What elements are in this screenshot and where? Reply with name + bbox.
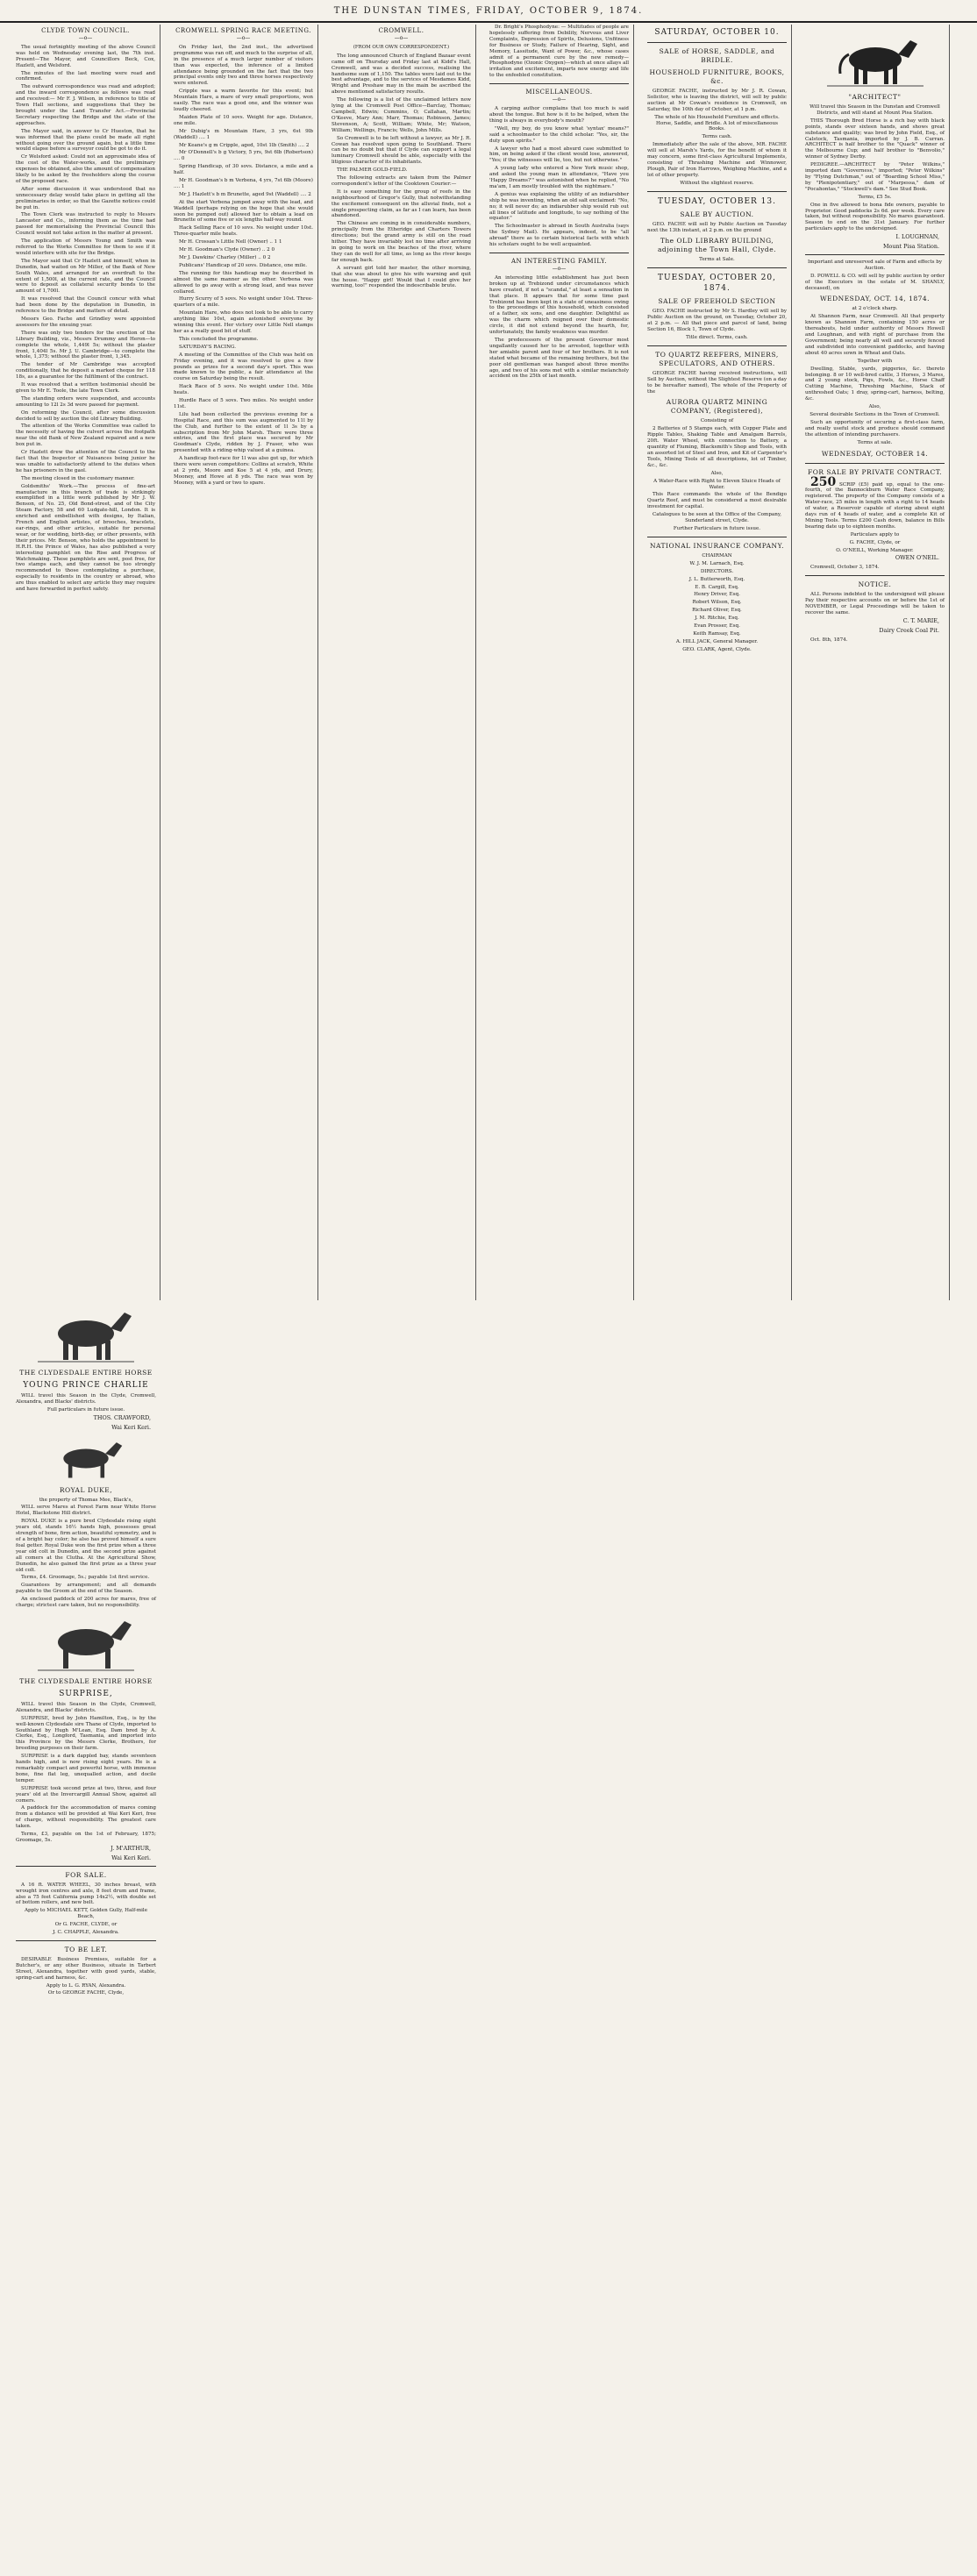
paragraph: A handicap foot-race for 1l was also got up, for which there were seven competitors: Collins at scratch, White at 2 yrds, Moore and Koe 5 at 4 yds, and Drury, Mooney, and Howe at 8 yds. The race was won by Mooney, with a yard or two to spare. bbox=[174, 456, 313, 486]
divider bbox=[647, 191, 787, 192]
ad-text: O. O'NEILL, Working Manager. bbox=[836, 547, 914, 553]
paragraph: A servant girl told her master, the other morning, that she was about to give his wife warning and quit the house. "Happy girl! Would that I could give her warning, too!" responded the indescribable brute. bbox=[332, 265, 471, 289]
column-1 bbox=[16, 25, 160, 1300]
divider bbox=[805, 463, 945, 464]
paragraph: It is easy something for the group of reefs in the neighbourhood of Gregor's Gully, that notwithstanding the excitement consequent on the alluvial finds, not a single prospecting claim, as far as I can learn, has been abandoned. bbox=[332, 189, 471, 219]
signature: C. T. MARIE, bbox=[902, 616, 939, 624]
ad-title: FOR SALE BY PRIVATE CONTRACT. bbox=[808, 467, 942, 476]
paragraph: The minutes of the last meeting were read and confirmed. bbox=[16, 70, 155, 82]
ad-title: "ARCHITECT" bbox=[848, 93, 902, 101]
director-name: E. B. Cargill, Esq. bbox=[695, 584, 739, 590]
paragraph: The outward correspondence was read and adopted; and the inward correspondence as follows was read and received:— Mr F. J. Wilson, in reference to title of Town Hall sections, and suggestions that they be brought under the Land Transfer Act.—Provincial Secretary respecting the Bridge and the state of the approaches. bbox=[16, 84, 155, 126]
ad-text: GEORGE FACHE, instructed by Mr J. R. Cowan, Solicitor, who is leaving the district, will sell by public auction at Mr Cowan's residence in Cromwell, on Saturday, the 10th day of October, at 1 p.m. bbox=[647, 89, 787, 112]
ad-subtitle: HOUSEHOLD FURNITURE, BOOKS, &c. bbox=[649, 68, 785, 85]
ad-text: Terms, £5 5s. bbox=[858, 194, 892, 200]
divider: —o— bbox=[552, 266, 567, 272]
paragraph: Mr J. Dawkins' Charley (Miller) .. 0 2 bbox=[179, 255, 271, 260]
directors-list bbox=[647, 577, 787, 637]
signature: THOS. CRAWFORD, bbox=[93, 1413, 151, 1421]
article-body bbox=[332, 53, 471, 290]
ad-subtitle: The OLD LIBRARY BUILDING, adjoining the Town Hall, Clyde. bbox=[657, 237, 777, 254]
divider: —o— bbox=[236, 35, 251, 41]
horse-illustration bbox=[33, 1434, 139, 1483]
ad-title: SALE OF FREEHOLD SECTION bbox=[658, 297, 776, 306]
paragraph: The usual fortnightly meeting of the above Council was held on Wednesday evening last, the 7th inst. Present—The Mayor, and Councillors Beck, Cox, Hazlett, and Welsford. bbox=[16, 44, 155, 68]
ad-date: SATURDAY, OCTOBER 10. bbox=[654, 28, 780, 37]
divider bbox=[489, 83, 629, 84]
horse-illustration bbox=[33, 1304, 139, 1365]
ad-title: SALE of HORSE, SADDLE, and BRIDLE. bbox=[659, 47, 775, 64]
ad-date: TUESDAY, OCTOBER 13. bbox=[658, 196, 776, 206]
ad-text: THIS Thorough Bred Horse is a rich bay with black points, stands over sixteen hands, and shows great substance and quality; was bred by John Field, Esq., of Calstock, Tasmania, imported by J. B. Curran. ARCHITECT is half brother to the "Quack" winner of the Melbourne Cup; and half brother to "Benvolio," winner of Sydney Derby. bbox=[805, 117, 945, 160]
paragraph: The Chinese are coming in in considerable numbers, principally from the Etheridge and Charters Towers directions; but the grand army is still on the road hither. They have invariably lost no time after arriving in going to work on the beaches of the river, where they can do well for all time, as long as the river keeps far enough back. bbox=[332, 221, 471, 263]
paragraph: Mr J. Hazlett's b m Brunette, aged 9st (Waddell) .... 2 bbox=[179, 191, 311, 197]
ad-text: at 2 o'clock sharp. bbox=[852, 306, 898, 312]
paragraph: A young lady who entered a New York music shop, and asked the young man in attendance, "Have you 'Happy Dreams?'" was astonished when he replied, "No ma'am, I am mostly troubled with the nightmare." bbox=[489, 166, 629, 189]
divider: —o— bbox=[394, 35, 409, 41]
ad-text: Oct. 8th, 1874. bbox=[810, 637, 848, 643]
horse-illustration bbox=[33, 1612, 139, 1674]
ad-text: Dwelling, Stable, yards, piggeries, &c. thereto belonging. 8 or 10 well-bred cattle, 3 Horses, 3 Mares, and 2 young stock, Pigs, Fowls, &c., Horse Chaff Cutting Machine, Threshing Machine, Stack of unthreshed Oats; 1 dray, spring-cart, harness, belting, &c. bbox=[805, 366, 945, 402]
divider bbox=[805, 575, 945, 576]
director-name: Evan Prosser, Esq. bbox=[694, 623, 740, 630]
paragraph: Spring Handicap, of 30 sovs. Distance, a mile and a half. bbox=[174, 164, 313, 176]
director-name: Keith Ramsay, Esq. bbox=[693, 630, 741, 637]
paragraph: At the start Verbena jumped away with the lead, and Waddell (perhaps relying on the hope that she would soon be pumped out) allowed her to obtain a lead on Brunette of some five or six lengths half-way round. bbox=[174, 199, 313, 224]
ad-text: DIRECTORS. bbox=[700, 568, 734, 574]
paragraph: Cr Welsford asked: Could not an approximate idea of the cost of the Water-works, and the preliminary expenses be obtained, also the amount of compensation likely to be asked by the freeholders along the course of the proposed race. bbox=[16, 154, 155, 184]
ad-text: Several desirable Sections in the Town of Cromwell. bbox=[809, 411, 940, 417]
ad-text: 2 Batteries of 5 Stamps each, with Copper Plate and Ripple Tables, Shaking Table and Amalgam Barrels, 20ft. Water Wheel, with connection to Battery, a quantity of Fluming, Blacksmith's Shop and Tools, with an assorted lot of Steel and Iron, and Kit of Carpenter's Tools, Mining Tools of all descriptions, lot of Timber, &c., &c. bbox=[647, 426, 787, 468]
ad-text: Without the slightest reserve. bbox=[680, 180, 754, 186]
ad-text: SURPRISE took second prize at two, three, and four years' old at the Invercargill Annual Show, against all comers. bbox=[16, 1785, 156, 1804]
ad-text: Terms cash. bbox=[702, 134, 732, 140]
ad-text: G. FACHE, Clyde, or bbox=[849, 539, 901, 545]
ad-text: One in five allowed to bona fide owners, payable to Proprietor. Good paddocks 2s 6d. per week. Every care taken, but without responsibility. No mares guaranteed. Season to end on the 31st January. For further particulars apply to the undersigned. bbox=[805, 202, 945, 232]
ad-text: SURPRISE is a dark dappled bay, stands seventeen hands high, and is now rising eight years. He is a remarkably compact and powerful horse, with immense bone, fine flat leg, unequalled action, and docile temper. bbox=[16, 1754, 156, 1783]
paragraph: "Well, my boy, do you know what 'syntax' means?" said a schoolmaster to the child scholar. "Yes, sir, the duty upon spirits." bbox=[489, 125, 629, 144]
ad-text: WILL travel this Season in the Clyde, Cromwell, Alexandra, and Blacks' districts. bbox=[16, 1701, 156, 1713]
ad-text: Terms at Sale. bbox=[699, 257, 735, 263]
director-name: J. M. Ritchie, Esq. bbox=[695, 616, 739, 622]
signature: I. LOUGHNAN, bbox=[895, 233, 939, 241]
ad-text: Title direct. Terms, cash. bbox=[686, 334, 748, 340]
paragraph: The standing orders were suspended, and accounts amounting to 12l 2s 3d were passed for payment. bbox=[16, 395, 155, 408]
paragraph: Hurry Scurry of 5 sovs. No weight under 10st. Three-quarters of a mile. bbox=[174, 296, 313, 309]
ad-text: A. HILL JACK, General Manager. bbox=[675, 638, 759, 644]
paragraph: Publicans' Handicap of 20 sovs. Distance, one mile. bbox=[179, 262, 308, 268]
signature: Dairy Creek Coal Pit. bbox=[879, 626, 939, 634]
ad-text: CHAIRMAN bbox=[702, 552, 732, 559]
paragraph: SATURDAY'S RACING. bbox=[179, 344, 237, 350]
divider bbox=[647, 42, 787, 43]
paragraph: Mr Dubig's m Mountain Hare, 3 yrs, 6st 9lb (Waddell) .... 1 bbox=[174, 128, 313, 140]
horse-name: YOUNG PRINCE CHARLIE bbox=[23, 1381, 149, 1390]
ad-text: Such an opportunity of securing a first-class farm, and really useful stock and produce should command the attention of intending purchasers. bbox=[805, 419, 945, 438]
column-3 bbox=[332, 25, 476, 1300]
paragraph: Mountain Hare, who does not look to be able to carry anything like 10st, again astonished everyone by winning this event. Her victory over Little Nell stamps her as a really good bit of stuff. bbox=[174, 310, 313, 334]
article-heading: CROMWELL. bbox=[378, 27, 424, 34]
paragraph: The Schoolmaster is abroad in South Australia (says the Sydney Mail). He appears, indeed, to be "all abroad" there as to certain historical facts with which his scholars ought to be well acquainted. bbox=[489, 224, 629, 248]
director-name: Henry Driver, Esq. bbox=[694, 592, 740, 598]
ad-subtitle: AURORA QUARTZ MINING COMPANY, (Registered), bbox=[666, 398, 768, 416]
column-6 bbox=[805, 25, 950, 1300]
ad-text: Also, bbox=[868, 404, 881, 410]
paragraph: The running for this handicap may be described in almost the same manner as the other. Verbena was allowed to go away with a strong lead, and was never collared. bbox=[174, 270, 313, 295]
signature: Wai Keri Keri. bbox=[111, 1423, 151, 1431]
ad-title: TO QUARTZ REEFERS, MINERS, SPECULATORS, AND OTHERS. bbox=[655, 350, 779, 367]
ad-text: the property of Thomas Mee, Black's, bbox=[39, 1497, 133, 1503]
paragraph: A meeting of the Committee of the Club was held on Friday evening, and it was resolved to give a few pounds as prizes for a second day's sport. This was made known to the public, a fair attendance at the course on Saturday being the result. bbox=[174, 352, 313, 382]
paragraph: So Cromwell is to be left without a lawyer, as Mr J. R. Cowan has resolved upon going to Southland. There can be no doubt but that if Clyde can support a legal luminary Cromwell should be able, especially with the litigious character of its inhabitants. bbox=[332, 135, 471, 166]
paragraph: Mr H. Goodman's b m Verbena, 4 yrs, 7st 6lb (Moore) .... 1 bbox=[174, 178, 313, 189]
ad-text: WILL travel this Season in the Clyde, Cromwell, Alexandra, and Blacks' districts. bbox=[16, 1393, 156, 1405]
ad-text: Terms, £4. Groomage, 5s.; payable 1st first service. bbox=[21, 1575, 150, 1581]
director-name: J. L. Butterworth, Esq. bbox=[688, 576, 745, 582]
ad-text: Terms, £3, payable on the 1st of February, 1875; Groomage, 5s. bbox=[16, 1832, 156, 1843]
ad-text: Or G. FACHE, CLYDE, or bbox=[54, 1922, 118, 1928]
divider bbox=[805, 254, 945, 255]
ad-text: D. POWELL & CO. will sell by public auction by order of the Executors in the estate of M. SHANLY, deceased), on bbox=[805, 273, 945, 291]
paragraph: Mr O'Donnell's b g Victory, 5 yrs, 9st 6lb (Robertson) .... 0 bbox=[174, 150, 313, 162]
paragraph: A genius was explaining the utility of an indiarubber ship he was inventing, when an old salt exclaimed: "No, no; it will never do; an indiarubber ship would rub out all lines of latitude and longitude, to say nothing of the equator." bbox=[489, 191, 629, 222]
ad-text: GEO. FACHE will sell by Public Auction on Tuesday next the 13th instant, at 2 p.m. on the ground bbox=[647, 221, 787, 233]
divider: —o— bbox=[78, 35, 93, 41]
paragraph: The predecessors of the present Governor most ungallantly caused her to be arrested, together with her amiable parent and four of her brothers. It is not stated what became of the remaining brothers, but the poor old gentleman was hanged about three months ago, and two of his sons met with a similar melancholy accident on the 25th of last month. bbox=[489, 337, 629, 380]
ad-text: Further Particulars in future issue. bbox=[673, 525, 761, 531]
ad-text: Consisting of bbox=[700, 418, 734, 424]
ad-text: Together with bbox=[857, 358, 893, 364]
paragraph: THE PALMER GOLD-FIELD. bbox=[337, 167, 408, 174]
paragraph: The Mayor said, in answer to Cr Hueston, that he was informed that the plans could be made all right without going over the ground again, but a little time would elapse before a surveyor could be got to do it. bbox=[16, 128, 155, 153]
article-heading: MISCELLANEOUS. bbox=[525, 89, 593, 96]
divider bbox=[16, 1940, 156, 1941]
ad-text: At Shannon Farm, near Cromwell. All that property known as Shannon Farm, containing 150 acres or thereabouts, held under authority of Messrs Howell and Loughnan, and with right of purchase from the Government; being nearly all well and securely fenced and subdivided into convenient paddocks, and having about 40 acres sown in Wheat and Oats. bbox=[805, 314, 945, 356]
paragraph: There was only two tenders for the erection of the Library Building, viz., Messrs Drummy and Heron—to complete the whole, 1,449l 5s; without the plaster front, 1,404l 5s. Mr J. U. Cambridge—to complete the whole, 1,375; without the plaster front, 1,345. bbox=[16, 330, 155, 360]
article-subheading: (FROM OUR OWN CORRESPONDENT.) bbox=[353, 44, 450, 50]
horse-name: SURPRISE, bbox=[59, 1689, 113, 1698]
ad-text: Apply to L. G. RYAN, Alexandra. bbox=[46, 1982, 126, 1989]
column-2 bbox=[174, 25, 318, 1300]
article-heading: CROMWELL SPRING RACE MEETING. bbox=[175, 27, 311, 34]
ad-text: An enclosed paddock of 200 acres for mares, free of charge; strictest care taken, but no responsibility. bbox=[16, 1597, 156, 1609]
ad-text: ALL Persons indebted to the undersigned will please Pay their respective accounts on or before the 1st of NOVEMBER, or Legal Proceedings will be taken to recover the same. bbox=[805, 592, 945, 616]
ad-date: TUESDAY, OCTOBER 20, 1874. bbox=[658, 274, 776, 294]
paragraph: It was resolved that a written testimonial should be given to Mr E. Toole, the late Town Clerk. bbox=[16, 382, 155, 394]
paragraph: Dr. Bright's Phosphodyne: — Multitudes of people are hopelessly suffering from Debility, Nervous and Liver Complaints, Depression of Spirits, Delusions, Unfitness for Business or Study, Failure of Hearing, Sight, and Memory, Lassitude, Want of Power, &c., whose cases admit of a permanent cure by the new remedy—Phosphodyne (Ozonic Oxygen)—which at once allays all irritation and excitement, imparts new energy and life to the enfeebled constitution. bbox=[489, 25, 629, 79]
ad-title: TO BE LET. bbox=[64, 1945, 108, 1953]
ad-text: This Race commands the whole of the Bendigo Quartz Reef, and must be considered a most desirable investment for capital. bbox=[647, 492, 787, 510]
ad-text: The whole of his Household Furniture and effects. Horse, Saddle, and Bridle. A lot of miscellaneous Books. bbox=[654, 114, 780, 132]
paragraph: Hack Selling Race of 10 sovs. No weight under 10st. Three-quarter mile heats. bbox=[174, 225, 313, 238]
column-4 bbox=[489, 25, 634, 1300]
masthead bbox=[0, 0, 977, 23]
column-5 bbox=[647, 25, 792, 1300]
paragraph: Lilu had been collected the previous evening for a Hospital Race, and this sum was augmented to 11l by the Club, and further to the extent of 1l 3s by a subscription from Mr John Marsh. There were three entries, and the first place was secured by Mr Goodman's Clyde, ridden by J. Fraser, who was presented with a riding-whip valued at a guinea. bbox=[174, 411, 313, 454]
director-name: Richard Oliver, Esq. bbox=[692, 608, 742, 614]
ad-text bbox=[805, 474, 945, 530]
paragraph: On reforming the Council, after some discussion decided to sell by auction the old Library Building. bbox=[16, 409, 155, 422]
signature: Mount Pisa Station. bbox=[882, 243, 939, 251]
ad-text: Terms at sale. bbox=[857, 439, 893, 445]
paragraph: Hack Race of 5 sovs. No weight under 10st. Mile heats. bbox=[174, 384, 313, 396]
article-heading: CLYDE TOWN COUNCIL. bbox=[41, 27, 130, 34]
article-body bbox=[489, 275, 629, 380]
paragraph: After some discussion it was understood that no unnecessary delay would take place in getting all the preliminaries in order, so that the Gazette notices could be put in. bbox=[16, 186, 155, 210]
divider: —o— bbox=[552, 96, 567, 103]
ad-title: ROYAL DUKE, bbox=[59, 1485, 113, 1494]
horse-illustration bbox=[823, 28, 928, 89]
masthead-title: THE DUNSTAN TIMES, FRIDAY, OCTOBER 9, 1874. bbox=[333, 5, 644, 16]
ad-text: Important and unreserved sale of Farm and effects by Auction. bbox=[807, 259, 943, 271]
paragraph: The attention of the Works Committee was called to the necessity of having the culvert across the footpath near the old Bank of New Zealand repaired and a new box put in. bbox=[16, 423, 155, 448]
scrip-number: 250 bbox=[810, 474, 837, 489]
paragraph: Cripple was a warm favorite for this event; but Mountain Hare, a mare of very small proportions, won easily. The race was a good one, and the winner was loudly cheered. bbox=[174, 89, 313, 112]
paragraph: The meeting closed in the customary manner. bbox=[21, 475, 135, 481]
ad-text: A paddock for the accommodation of mares coming from a distance will be provided at Wai Keri Keri, free of charge, without responsibility. The greatest care taken. bbox=[16, 1805, 156, 1830]
paragraph: Goldsmiths' Work.—The process of fine-art manufacture in this branch of trade is strikingly exemplified in a little work published by Mr J. W. Benson, of No. 25, Old Bond-street, and of the City Steam Factory, 58 and 60 Ludgate-hill, London. It is enriched and embellished with designs, by Italian, French and English artistes, of brooches, bracelets, ear-rings, and other articles, suitable for personal wear, or for wedding, birth-day, or other presents, with their prices. Mr. Benson, who holds the appointment to H.R.H. the Prince of Wales, has also published a very interesting pamphlet on the Rise and Progress of Watchmaking. These pamphlets are sent, post free, for two stamps each, and they cannot be too strongly recommended to those contemplating a purchase, especially to residents in the country or abroad, who are thus enabled to select any article they may require and have forwarded in perfect safety. bbox=[16, 483, 155, 593]
paragraph: An interesting little establishment has just been broken up at Trebizond under circumstances which have created, if not a "scandal," at least a sensation in that place. It appears that for some time past Trebizond has been kept in a state of uneasiness owing to the proceedings of this household, which consisted of a father, six sons, and one daughter. Delightful as was the charm which reigned over their domestic circle, it did not extend beyond the hearth, for, unfortunately, the family weakness was murder. bbox=[489, 274, 629, 336]
article-heading: AN INTERESTING FAMILY. bbox=[510, 258, 607, 265]
director-name: Robert Wilson, Esq. bbox=[692, 600, 742, 606]
article-body bbox=[16, 45, 155, 593]
column-7 bbox=[16, 1300, 160, 2576]
paragraph: The following extracts are taken from the Palmer correspondent's letter of the Cooktown Courier:— bbox=[332, 175, 471, 187]
paragraph: It was resolved that the Council concur with what had been done by the deputation in Dunedin, in reference to the Bridge and matters of detail. bbox=[16, 296, 155, 315]
paragraph: The following is a list of the unclaimed letters now lying at the Cromwell Post Office—Barclay, Thomas; Campbell, Edwin; Cummins, O; Callahan, Martin; O'Keeve, Mary Ann; Marr, Thomas; Robinson, James; Stevenson, A; Scott, William; White, Mr; Watson, William; Wellings, Francis; Wells, John Mills. bbox=[332, 97, 471, 133]
ad-text: SURPRISE, bred by John Hamilton, Esq., is by the well-known Clydesdale sire Thane of Clyde, imported to Southland by Hugh M'Lean, Esq. Dam bred by A. Clerke, Esq., Longford, Tasmania, and imported into this Province by the Messrs Clerke, Brothers, for breeding purposes on their farm. bbox=[16, 1715, 156, 1752]
paragraph: Mr Keane's g m Cripple, aged, 10st 1lb (Smith) .... 2 bbox=[179, 142, 310, 148]
paragraph: A lawyer who had a most absurd case submitted to him, on being asked if the client would lose, answered, "Yes; if the witnesses will lie, too, but not otherwise." bbox=[489, 146, 629, 164]
paragraph: The long announced Church of England Bazaar event came off on Thursday and Friday last at Kidd's Hall, Cromwell, and was a decided success, realising the handsome sum of 1,150. The tables were laid out to the best advantage, and to the services of Mesdames Kidd, Wright and Preshaw may in the main be ascribed the above mentioned satisfactory results. bbox=[332, 53, 471, 96]
paragraph: The Town Clerk was instructed to reply to Messrs Lancaster and Co., informing them as the time had passed for memorialising the Provincial Council this Council would not take action in the matter at present. bbox=[16, 212, 155, 237]
ad-text: J. C. CHAPPLE, Alexandra. bbox=[53, 1930, 119, 1936]
ad-text: PEDIGREE.—ARCHITECT by "Peter Wilkins," imported dam "Governess," imported; "Peter Wilkins" by "Flying Dutchman," out of "Boarding School Miss," by "Plenipotentiary," out of "Marpessa," dam of "Pocahontas," "Stockwell's dam." See Stud Book. bbox=[805, 162, 945, 192]
ad-title: FOR SALE. bbox=[65, 1870, 107, 1879]
article-body bbox=[174, 45, 313, 487]
ad-title: NOTICE. bbox=[858, 580, 892, 589]
ad-title: SALE BY AUCTION. bbox=[680, 210, 754, 218]
ad-text: Guarantees by arrangement; and all demands payable to the Groom at the end of the Season. bbox=[16, 1583, 156, 1595]
ad-text: A 16 ft. WATER WHEEL, 30 inches breast, with wrought iron centres and axle, 8 feet drum and frame, also a 75 feet California pump 14x2½, with double set of bottom rollers, and new belt. bbox=[16, 1882, 156, 1906]
ad-text: Or to GEORGE FACHE, Clyde, bbox=[47, 1990, 125, 1996]
article-body bbox=[489, 25, 629, 79]
ad-text: GEO. CLARK, Agent, Clyde. bbox=[682, 646, 752, 652]
ad-title: THE CLYDESDALE ENTIRE HORSE bbox=[19, 1369, 153, 1377]
paragraph: The Mayor said that Cr Hazlett and himself, when in Dunedin, had waited on Mr Miller, of the Bank of New South Wales, and arranged for an overdraft to the extent of 1,500l, at the current rate, and the Council were to deposit as collateral security bonds to the amount of 1,700l. bbox=[16, 258, 155, 295]
newspaper-columns bbox=[16, 25, 966, 1996]
ad-text: Also, bbox=[710, 470, 724, 476]
ad-text: Will travel this Season in the Dunstan and Cromwell Districts, and will stand at Mount Pisa Station. bbox=[809, 104, 940, 116]
scrip-text: SCRIP (£5) paid up, equal to the one-fourth, of the Bannockburn Water Race Company, registered. The property of the Company consists of a Water-race, 25 miles in length with a right to 14 heads of water, a Reservoir capable of storing about eight days run of 4 heads of water, and a complete Kit of Mining Tools. Terms £200 Cash down, balance in Bills bearing date up to eighteen months. bbox=[805, 481, 945, 530]
ad-date: WEDNESDAY, OCTOBER 14. bbox=[821, 449, 929, 458]
ad-date: WEDNESDAY, OCT. 14, 1874. bbox=[819, 295, 931, 303]
signature: Wai Keri Keri. bbox=[111, 1854, 151, 1861]
paragraph: The application of Messrs Young and Smith was referred to the Works Committee for them to see if it would interfere with site for the Bridge. bbox=[16, 238, 155, 256]
paragraph: Mr H. Crossan's Little Nell (Owner) .. 1 1 bbox=[179, 239, 282, 246]
ad-text: WILL serve Mares at Forest Farm near White Horse Hotel, Blackstone Hill district. bbox=[16, 1505, 156, 1517]
paragraph: Hurdle Race of 5 sovs. Two miles. No weight under 11st. bbox=[174, 398, 313, 409]
divider bbox=[16, 1866, 156, 1867]
article-body bbox=[489, 106, 629, 248]
paragraph: Cr Hazlett drew the attention of the Council to the fact that the Inspector of Nuisances being junior he was unable to satisfactorily attend to the duties when he has prisoners in the gaol. bbox=[16, 450, 155, 473]
ad-text: GEORGE FACHE having received instructions, will Sell by Auction, without the Slightest Reserve (on a day to be hereafter named), The whole of the Property of the bbox=[647, 370, 787, 395]
ad-text: Particulars apply to bbox=[850, 531, 900, 537]
paragraph: The tender of Mr Cambridge was accepted conditionally, that he deposit a marked cheque for 118 18s, as a guarantee for the fulfilment of the contract. bbox=[16, 362, 155, 381]
ad-title: THE CLYDESDALE ENTIRE HORSE bbox=[19, 1676, 153, 1685]
signature: OWEN O'NEIL. bbox=[895, 554, 939, 562]
ad-title: NATIONAL INSURANCE COMPANY. bbox=[649, 541, 784, 550]
divider bbox=[647, 267, 787, 268]
paragraph: A carping author complains that too much is said about the tongue. But how is it to be helped, when the thing is always in everybody's mouth? bbox=[489, 106, 629, 124]
paragraph: This concluded the programme. bbox=[179, 336, 259, 342]
divider bbox=[647, 345, 787, 346]
paragraph: On Friday last, the 2nd inst., the advertised programme was ran off, and much to the surprise of all, in the presence of a much larger number of visitors than was expected, the inference of a limited attendance being grounded on the fact that the two principal events only two and three horses respectively were entered. bbox=[174, 44, 313, 87]
ad-text: DESIRABLE Business Premises, suitable for a Butcher's, or any other Business, situate in Tarbert Street, Alexandra, together with good yards, stable, spring-cart and harness, &c. bbox=[16, 1956, 156, 1981]
ad-text: ROYAL DUKE is a pure bred Clydesdale rising eight years old, stands 16½ hands high, possesses great strength of bone, firm action, beautiful symmetry, and is of a bright bay color; he also has proved himself a sure foal getter. Royal Duke won the first prize when a three year old colt in Dunedin, and the second prize against all comers at the Clutha. At the Agricultural Show, Dunedin, he also gained the first prize as a three year old colt. bbox=[16, 1519, 156, 1573]
ad-text: Apply to MICHAEL KETT, Golden Gully, Half-mile Beach, bbox=[24, 1908, 148, 1920]
paragraph: Mr H. Goodman's Clyde (Owner) .. 2 0 bbox=[179, 247, 275, 253]
ad-text: Immediately after the sale of the above, MR. FACHE will sell at Marsh's Yards, for the benefit of whom it may concern, some first-class Agricultural Implements, consisting of Thrashing Machine and Winnower, Plough, Pair of Iron Harrows, Weighing Machine, and a lot of other property. bbox=[647, 142, 787, 178]
ad-text: GEO. FACHE instructed by Mr S. Hardley will sell by Public Auction on the ground, on Tuesday, October 20, at 2 p.m. — All that piece and parcel of land, being Section 16, Block 1, Town of Clyde. bbox=[647, 309, 787, 333]
ad-text: Cromwell, October 3, 1874. bbox=[810, 565, 880, 571]
signature: J. M'ARTHUR, bbox=[111, 1844, 151, 1852]
paragraph: Maiden Plate of 10 sovs. Weight for age. Distance, one mile. bbox=[174, 114, 313, 126]
ad-text: Catalogues to be seen at the Office of the Company, Sunderland street, Clyde. bbox=[652, 512, 782, 524]
ad-text: W. J. M. Larnach, Esq. bbox=[689, 560, 745, 566]
ad-text: A Water-Race with Right to Eleven Sluice Heads of Water. bbox=[653, 478, 781, 490]
ad-text: Full particulars in future issue. bbox=[46, 1406, 125, 1413]
paragraph: Messrs Geo. Fache and Grindley were appointed assessors for the ensuing year. bbox=[16, 316, 155, 328]
